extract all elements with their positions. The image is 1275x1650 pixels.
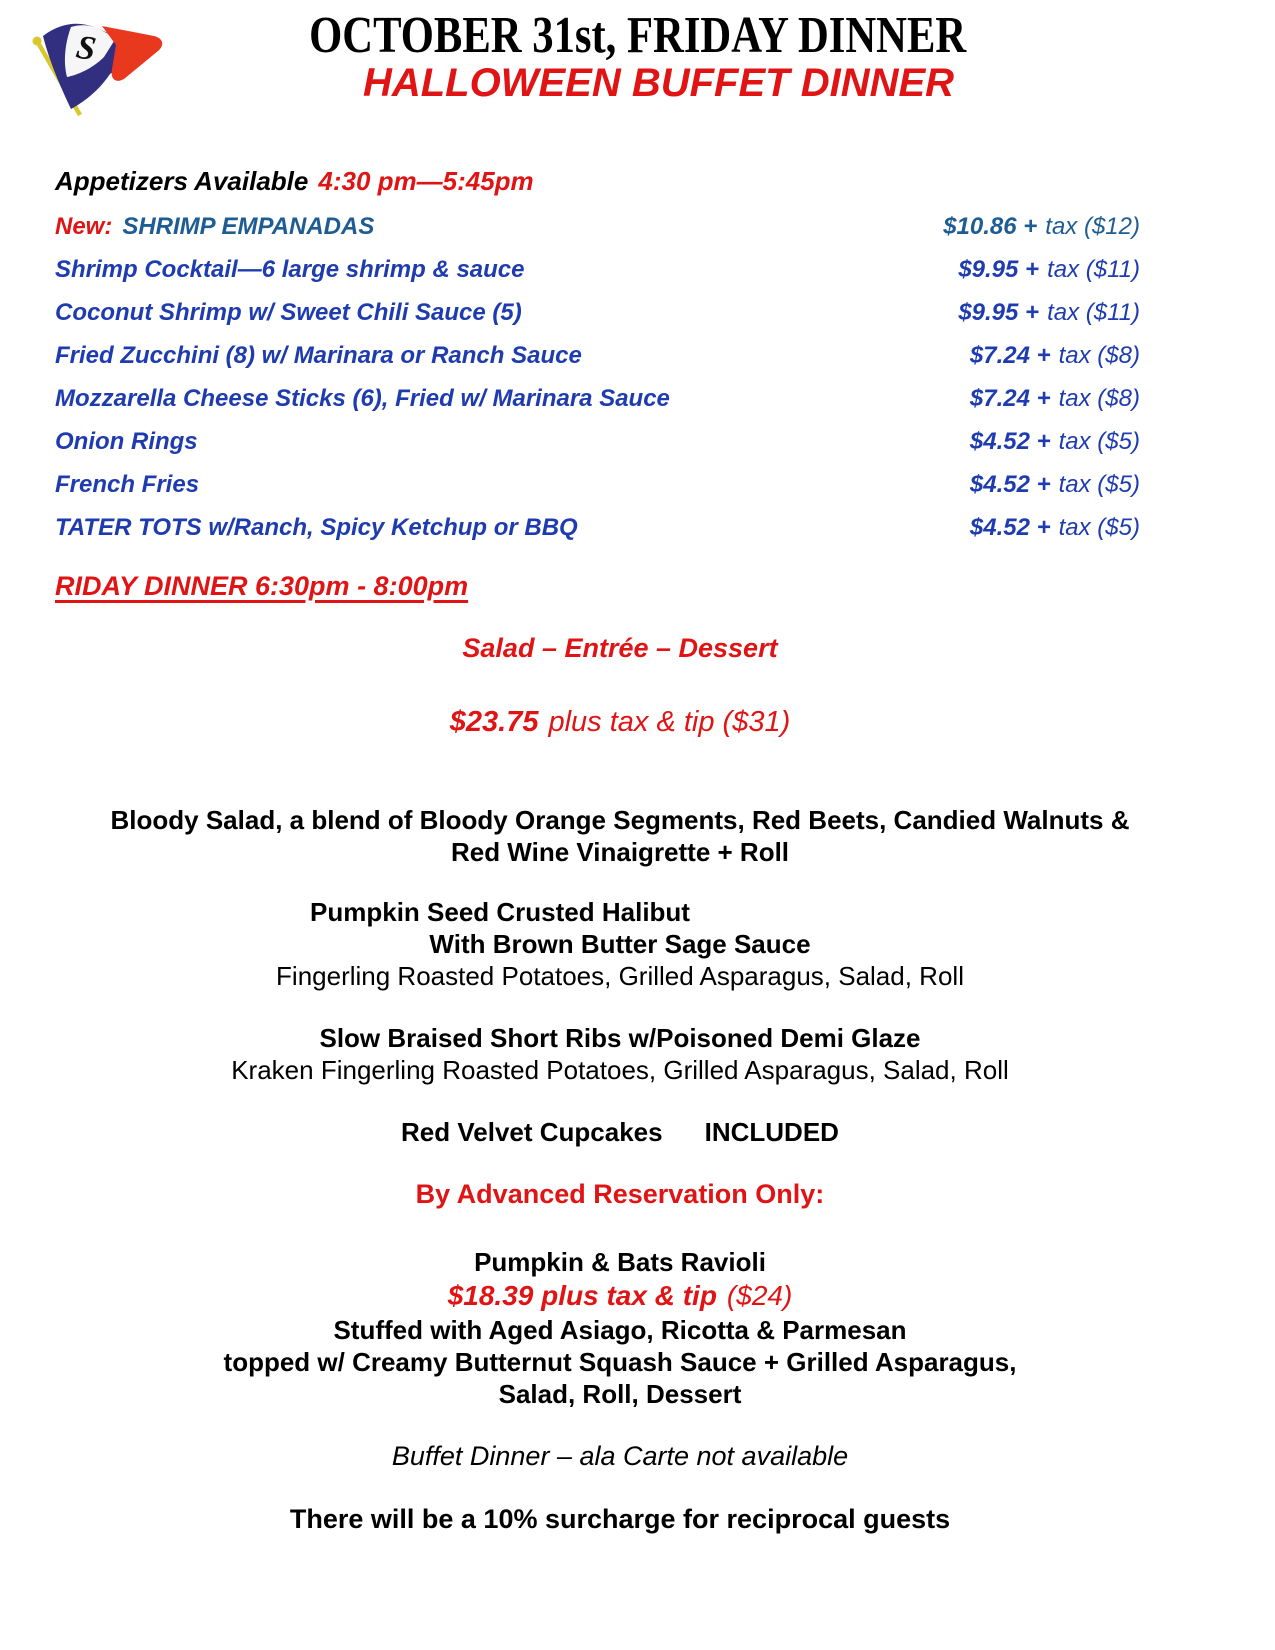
page-title: OCTOBER 31st, FRIDAY DINNER <box>308 7 967 64</box>
ravioli-name: Pumpkin & Bats Ravioli <box>474 1247 766 1277</box>
entree-short-ribs-sides: Kraken Fingerling Roasted Potatoes, Grilled Asparagus, Salad, Roll <box>231 1055 1009 1085</box>
dessert-name: Red Velvet Cupcakes <box>401 1117 663 1147</box>
appetizer-row <box>55 256 1140 283</box>
appetizers-list <box>55 213 1140 541</box>
appetizer-item-price: $9.95 + tax ($11) <box>958 256 1140 283</box>
appetizer-item-name: Coconut Shrimp w/ Sweet Chili Sauce (5) <box>55 299 522 326</box>
dessert-line <box>0 1116 1240 1148</box>
burgee-flag-icon <box>14 12 179 122</box>
ravioli-price <box>0 1278 1240 1314</box>
ravioli-price-note: ($24) <box>726 1280 793 1311</box>
dinner-price-amount: $23.75 <box>449 706 539 738</box>
entree-halibut-name: Pumpkin Seed Crusted Halibut <box>310 897 690 927</box>
appetizer-row <box>55 428 1140 455</box>
courses-line: Salad – Entrée – Dessert <box>462 633 778 663</box>
dinner-heading: RIDAY DINNER 6:30pm - 8:00pm <box>55 571 469 601</box>
appetizer-item-name: Shrimp Cocktail—6 large shrimp & sauce <box>55 256 525 283</box>
appetizer-item-price: $7.24 + tax ($8) <box>969 342 1140 369</box>
appetizer-item-price: $4.52 + tax ($5) <box>969 471 1140 498</box>
appetizer-row <box>55 471 1140 498</box>
ravioli-price-amount: $18.39 plus tax & tip <box>447 1280 717 1311</box>
appetizer-item-price: $10.86 + tax ($12) <box>943 213 1140 240</box>
appetizer-row <box>55 342 1140 369</box>
appetizer-item-price: $4.52 + tax ($5) <box>969 428 1140 455</box>
salad-line-1: Bloody Salad, a blend of Bloody Orange Segments, Red Beets, Candied Walnuts & <box>110 805 1130 835</box>
appetizers-heading-time: 4:30 pm—5:45pm <box>318 166 534 196</box>
buffet-only-note: Buffet Dinner – ala Carte not available <box>391 1441 849 1471</box>
appetizer-item-name: Fried Zucchini (8) w/ Marinara or Ranch Sauce <box>55 342 582 369</box>
appetizer-row <box>55 299 1140 326</box>
reservation-note: By Advanced Reservation Only: <box>415 1179 825 1209</box>
appetizer-item-price: $4.52 + tax ($5) <box>969 514 1140 541</box>
dinner-details <box>0 631 1275 1536</box>
salad-description <box>0 804 1240 868</box>
header <box>0 7 1275 122</box>
dessert-included-note: INCLUDED <box>704 1117 839 1147</box>
appetizer-item-price: $7.24 + tax ($8) <box>969 385 1140 412</box>
appetizer-item-name: French Fries <box>55 471 200 498</box>
appetizer-item-price: $9.95 + tax ($11) <box>958 299 1140 326</box>
appetizers-heading-label: Appetizers Available <box>55 166 309 196</box>
appetizers-heading <box>55 166 1140 196</box>
appetizer-row <box>55 514 1140 541</box>
new-item-flag: New: <box>55 213 113 240</box>
appetizers-section <box>0 166 1275 541</box>
club-burgee-logo <box>14 12 179 127</box>
entree-halibut-sauce: With Brown Butter Sage Sauce <box>429 929 811 959</box>
salad-line-2: Red Wine Vinaigrette + Roll <box>450 837 790 867</box>
appetizer-row <box>55 213 1140 240</box>
page-subtitle: HALLOWEEN BUFFET DINNER <box>362 61 955 105</box>
appetizer-item-name: Onion Rings <box>55 428 198 455</box>
appetizer-item-name: Mozzarella Cheese Sticks (6), Fried w/ Marinara Sauce <box>55 385 670 412</box>
ravioli-description-1: Stuffed with Aged Asiago, Ricotta & Parmesan <box>333 1315 907 1345</box>
dinner-price <box>0 704 1240 740</box>
dinner-price-note: plus tax & tip ($31) <box>548 706 791 738</box>
appetizer-row <box>55 385 1140 412</box>
ravioli-description-2: topped w/ Creamy Butternut Squash Sauce + Grilled Asparagus, <box>223 1347 1017 1377</box>
appetizer-item-name: New: SHRIMP EMPANADAS <box>55 213 375 240</box>
ravioli-description-3: Salad, Roll, Dessert <box>498 1379 742 1409</box>
surcharge-note: There will be a 10% surcharge for reciprocal guests <box>289 1504 951 1534</box>
entree-short-ribs-name: Slow Braised Short Ribs w/Poisoned Demi Glaze <box>319 1023 921 1053</box>
entree-halibut-sides: Fingerling Roasted Potatoes, Grilled Asparagus, Salad, Roll <box>276 961 964 991</box>
svg-text:S: S <box>73 28 99 69</box>
appetizer-item-name: TATER TOTS w/Ranch, Spicy Ketchup or BBQ <box>55 514 578 541</box>
